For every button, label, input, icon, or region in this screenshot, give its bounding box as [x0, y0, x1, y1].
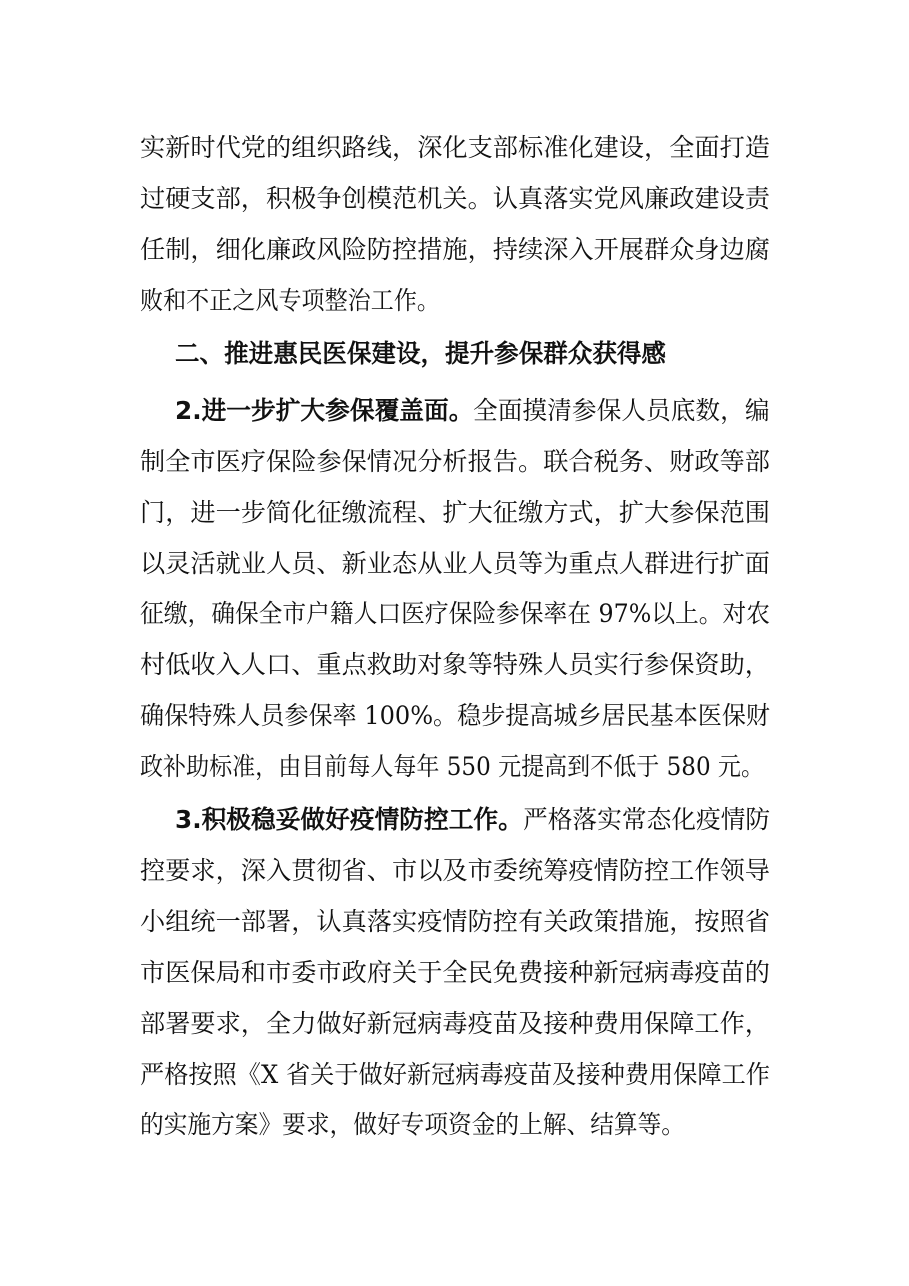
body-text: 败和不正之风专项整治工作。 [140, 286, 440, 315]
text-line [0, 391, 909, 431]
text-line [0, 800, 909, 840]
body-text: 确保特殊人员参保率 100%。稳步提高城乡居民基本医保财 [140, 701, 770, 730]
text-line [0, 179, 909, 219]
text-line [0, 696, 909, 736]
body-text: 制全市医疗保险参保情况分析报告。联合税务、财政等部 [140, 447, 770, 476]
body-text: 以灵活就业人员、新业态从业人员等为重点人群进行扩面 [140, 549, 770, 578]
body-text: 市医保局和市委市政府关于全民免费接种新冠病毒疫苗的 [140, 958, 770, 987]
body-text: 征缴，确保全市户籍人口医疗保险参保率在 97%以上。对农 [140, 599, 770, 628]
text-line [0, 442, 909, 482]
text-line [0, 953, 909, 993]
body-text: 过硬支部，积极争创模范机关。认真落实党风廉政建设责 [140, 184, 770, 213]
text-line [0, 334, 909, 374]
bold-lead-text: 2.进一步扩大参保覆盖面。 [175, 396, 474, 425]
body-text: 政补助标准，由目前每人每年 550 元提高到不低于 580 元。 [140, 752, 764, 781]
body-text: 实新时代党的组织路线，深化支部标准化建设，全面打造 [140, 133, 770, 162]
text-line [0, 594, 909, 634]
body-text: 控要求，深入贯彻省、市以及市委统筹疫情防控工作领导 [140, 856, 770, 885]
text-line [0, 1004, 909, 1044]
body-text: 任制，细化廉政风险防控措施，持续深入开展群众身边腐 [140, 235, 770, 264]
text-line [0, 281, 909, 321]
text-line [0, 544, 909, 584]
body-text: 全面摸清参保人员底数，编 [473, 396, 770, 425]
bold-lead-text: 二、推进惠民医保建设，提升参保群众获得感 [175, 339, 666, 368]
text-line [0, 230, 909, 270]
text-line [0, 645, 909, 685]
body-text: 严格落实常态化疫情防 [522, 805, 770, 834]
text-line [0, 747, 909, 787]
text-line [0, 128, 909, 168]
body-text: 严格按照《X 省关于做好新冠病毒疫苗及接种费用保障工作 [140, 1060, 770, 1089]
text-line [0, 1105, 909, 1145]
body-text: 村低收入人口、重点救助对象等特殊人员实行参保资助， [140, 650, 770, 679]
text-line [0, 1055, 909, 1095]
text-line [0, 851, 909, 891]
body-text: 的实施方案》要求，做好专项资金的上解、结算等。 [140, 1110, 685, 1139]
body-text: 门，进一步简化征缴流程、扩大征缴方式，扩大参保范围 [140, 498, 770, 527]
text-line [0, 902, 909, 942]
bold-lead-text: 3.积极稳妥做好疫情防控工作。 [175, 805, 523, 834]
text-line [0, 493, 909, 533]
body-text: 部署要求，全力做好新冠病毒疫苗及接种费用保障工作， [140, 1009, 770, 1038]
body-text: 小组统一部署，认真落实疫情防控有关政策措施，按照省 [140, 907, 770, 936]
